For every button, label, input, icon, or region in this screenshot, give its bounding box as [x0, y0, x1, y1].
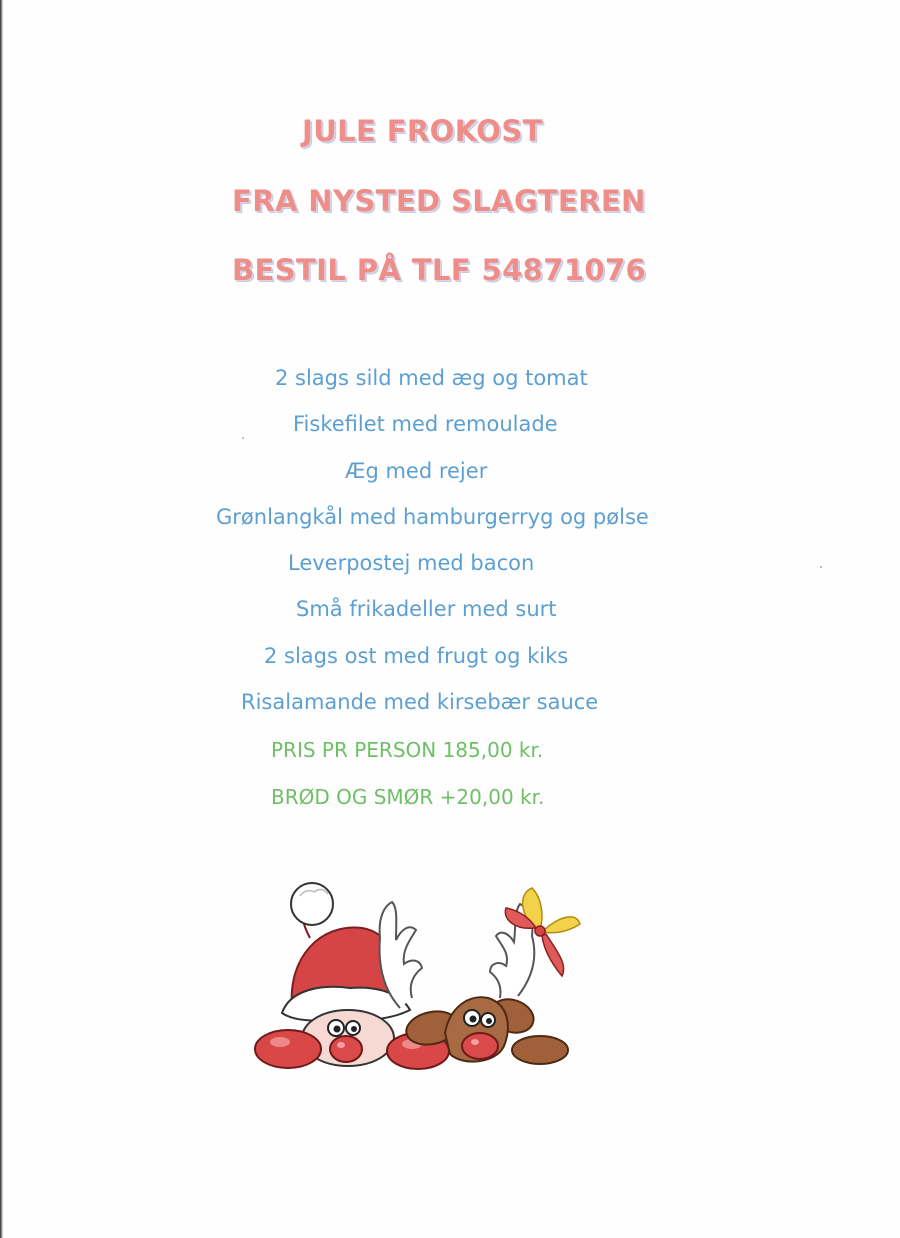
price-bread-butter: BRØD OG SMØR +20,00 kr. [271, 785, 545, 809]
flyer-subtitle: FRA NYSTED SLAGTEREN [232, 184, 646, 218]
menu-item-cheese: 2 slags ost med frugt og kiks [264, 644, 569, 668]
menu-item-fish-fillet: Fiskefilet med remoulade [293, 412, 558, 436]
menu-item-meatballs: Små frikadeller med surt [296, 597, 557, 621]
menu-item-herring: 2 slags sild med æg og tomat [275, 366, 588, 390]
menu-item-egg-shrimp: Æg med rejer [345, 459, 488, 483]
scan-speck [820, 566, 822, 568]
santa-reindeer-illustration [250, 868, 590, 1083]
menu-item-rice-pudding: Risalamande med kirsebær sauce [241, 690, 599, 714]
price-per-person: PRIS PR PERSON 185,00 kr. [271, 738, 544, 762]
scan-speck [242, 437, 244, 439]
menu-item-liver-pate: Leverpostej med bacon [288, 551, 535, 575]
flyer-title: JULE FROKOST [302, 114, 543, 148]
menu-item-kale: Grønlangkål med hamburgerryg og pølse [216, 505, 649, 529]
order-phone-line: BESTIL PÅ TLF 54871076 [232, 253, 647, 287]
